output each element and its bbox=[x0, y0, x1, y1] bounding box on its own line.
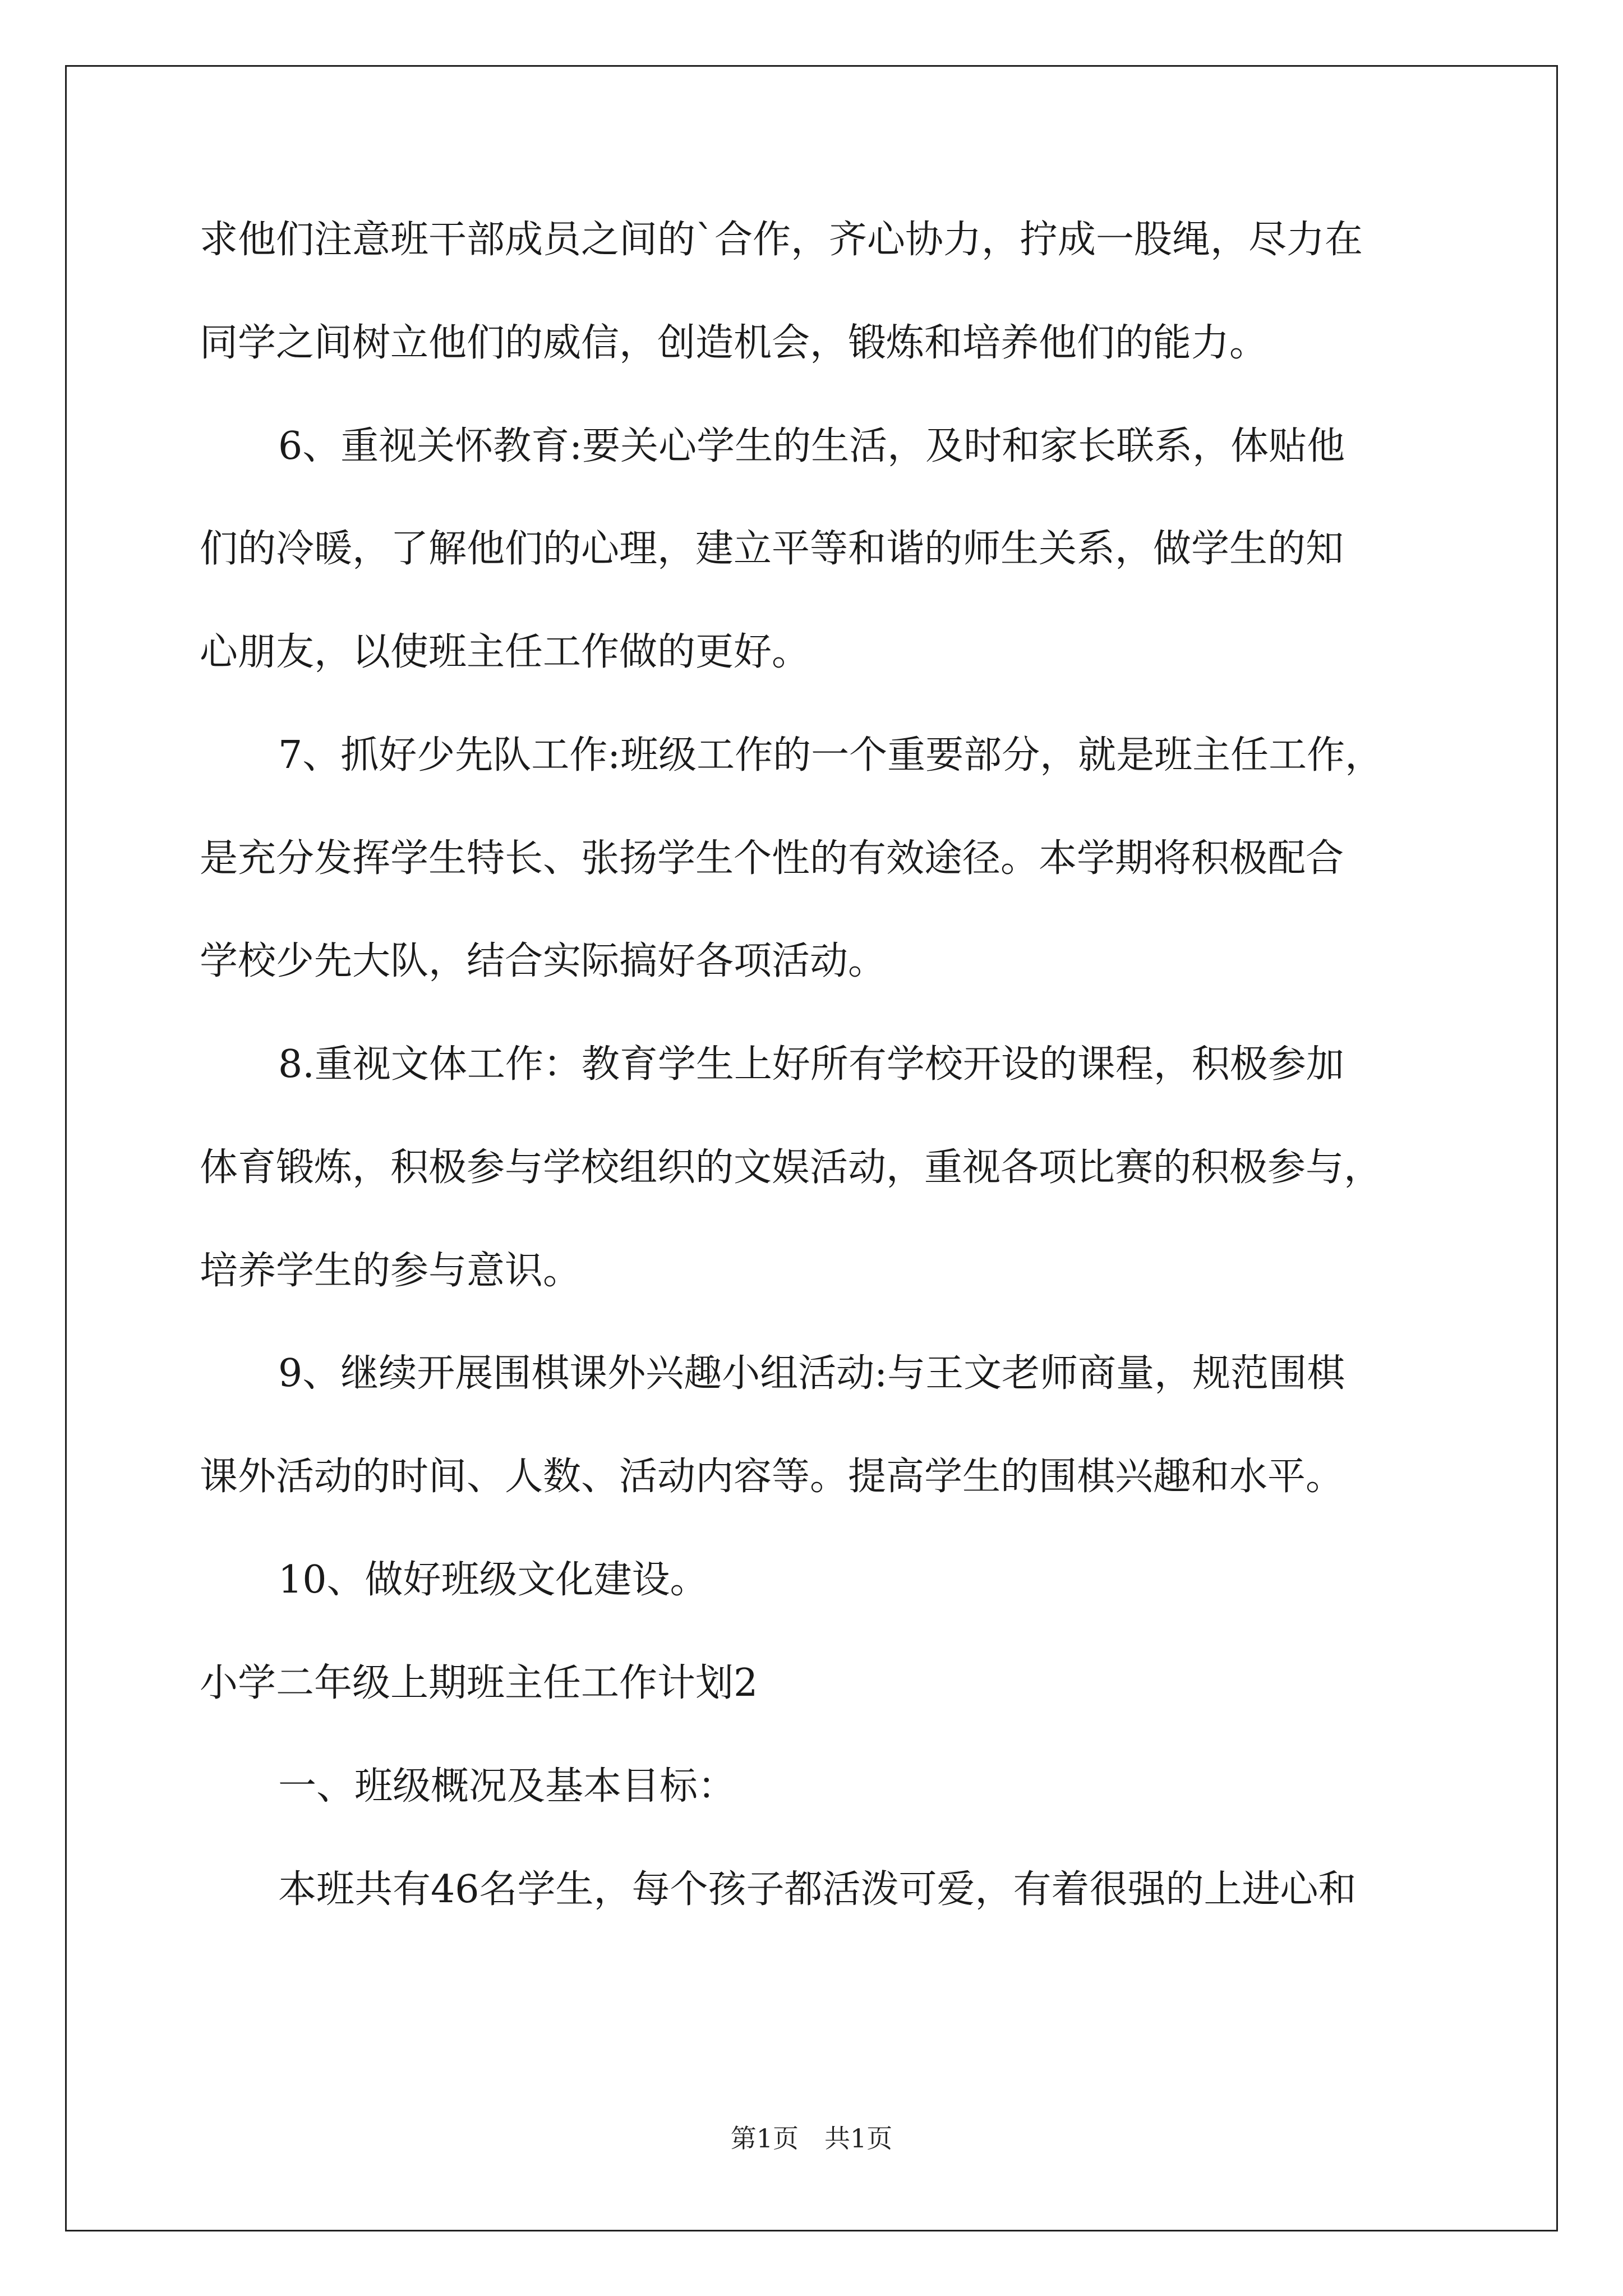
text-line: 是充分发挥学生特长、张扬学生个性的有效途径。本学期将积极配合 bbox=[200, 836, 1344, 881]
text-line: 7、抓好少先队工作:班级工作的一个重要部分，就是班主任工作， bbox=[278, 733, 1384, 777]
text-line: 8.重视文体工作：教育学生上好所有学校开设的课程，积极参加 bbox=[278, 1042, 1344, 1087]
text-line: 求他们注意班干部成员之间的`合作，齐心协力，拧成一股绳，尽力在 bbox=[200, 218, 1363, 262]
text-line: 一、班级概况及基本目标： bbox=[278, 1764, 736, 1809]
text-line: 课外活动的时间、人数、活动内容等。提高学生的围棋兴趣和水平。 bbox=[200, 1455, 1344, 1499]
text-line: 10、做好班级文化建设。 bbox=[278, 1558, 708, 1602]
text-line: 们的冷暖，了解他们的心理，建立平等和谐的师生关系，做学生的知 bbox=[200, 527, 1344, 571]
text-line: 6、重视关怀教育:要关心学生的生活，及时和家长联系，体贴他 bbox=[278, 424, 1345, 468]
text-line: 同学之间树立他们的威信，创造机会，锻炼和培养他们的能力。 bbox=[200, 321, 1268, 365]
text-line: 学校少先大队，结合实际搞好各项活动。 bbox=[200, 939, 887, 983]
text-line: 本班共有46名学生，每个孩子都活泼可爱，有着很强的上进心和 bbox=[278, 1867, 1357, 1912]
text-line: 培养学生的参与意识。 bbox=[200, 1249, 582, 1293]
page-footer: 第1页 共1页 bbox=[730, 2123, 893, 2154]
section-title: 小学二年级上期班主任工作计划2 bbox=[200, 1661, 758, 1705]
text-line: 体育锻炼，积极参与学校组织的文娱活动，重视各项比赛的积极参与， bbox=[200, 1145, 1382, 1190]
text-line: 9、继续开展围棋课外兴趣小组活动:与王文老师商量，规范围棋 bbox=[278, 1351, 1345, 1396]
text-line: 心朋友，以使班主任工作做的更好。 bbox=[200, 630, 810, 674]
